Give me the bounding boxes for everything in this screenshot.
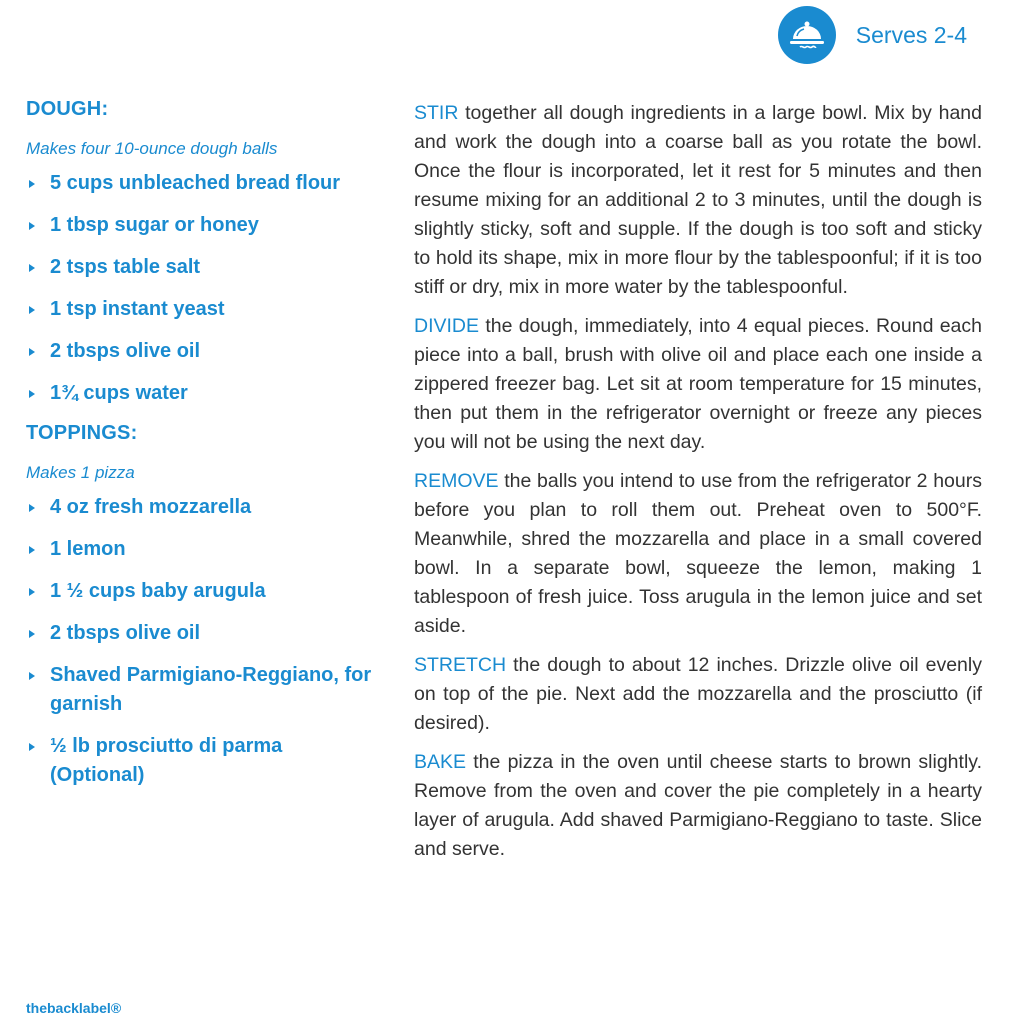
step-verb: DIVIDE xyxy=(414,315,480,337)
step-text: the dough, immediately, into 4 equal pieces. Round each piece into a ball, brush with olive oil and place each one inside a zippered freezer bag. Let sit at room temperature for 15 minutes, then put them in the refrigerator overnight or freeze any pieces you will not be using the next day. xyxy=(414,315,982,453)
bullet-icon xyxy=(29,306,35,314)
serves-badge xyxy=(778,6,967,64)
toppings-note: Makes 1 pizza xyxy=(26,463,135,482)
step-text: the balls you intend to use from the refrigerator 2 hours before you plan to roll them out. Preheat oven to 500°F. Meanwhile, shred the mozzarella and place in a small covered bowl. In a separate bowl, squeeze the lemon, making 1 tablespoon of fresh juice. Toss arugula in the lemon juice and set aside. xyxy=(414,470,982,637)
step-verb: STRETCH xyxy=(414,654,507,676)
toppings-ingredient-list xyxy=(26,493,376,790)
list-item: 1 tbsp sugar or honey xyxy=(26,211,376,240)
list-item: 2 tbsps olive oil xyxy=(26,619,376,648)
list-item: 1 tsp instant yeast xyxy=(26,295,376,324)
step-remove xyxy=(414,467,982,641)
ingredients-column xyxy=(26,98,376,804)
serves-label: Serves 2-4 xyxy=(855,21,967,48)
step-text: together all dough ingredients in a large bowl. Mix by hand and work the dough into a coarse ball as you rotate the bowl. Once the flour is incorporated, let it rest for 5 minutes and then resume mixing for an additional 2 to 3 minutes, until the dough is slightly sticky, soft and supple. If the dough is too soft and sticky to hold its shape, mix in more flour by the tablespoonful; if it is too stiff or dry, mix in more water by the tablespoonful. xyxy=(414,102,982,298)
list-item: 2 tsps table salt xyxy=(26,253,376,282)
bullet-icon xyxy=(29,222,35,230)
list-item: Shaved Parmigiano-Reggiano, for garnish xyxy=(26,661,376,719)
bullet-icon xyxy=(29,504,35,512)
bullet-icon xyxy=(29,743,35,751)
step-stretch xyxy=(414,651,982,738)
bullet-icon xyxy=(29,348,35,356)
step-text: the dough to about 12 inches. Drizzle olive oil evenly on top of the pie. Next add the mozzarella and the prosciutto (if desired). xyxy=(414,654,982,734)
bullet-icon xyxy=(29,630,35,638)
list-item: 2 tbsps olive oil xyxy=(26,337,376,366)
toppings-heading: TOPPINGS: xyxy=(26,422,138,444)
bullet-icon xyxy=(29,264,35,272)
list-item: 5 cups unbleached bread flour xyxy=(26,169,376,198)
bullet-icon xyxy=(29,588,35,596)
list-item: 4 oz fresh mozzarella xyxy=(26,493,376,522)
dough-note: Makes four 10-ounce dough balls xyxy=(26,139,278,158)
step-divide xyxy=(414,312,982,457)
brand-footer: thebacklabel® xyxy=(26,1000,122,1016)
step-text: the pizza in the oven until cheese starts to brown slightly. Remove from the oven and cover the pie completely in a hearty layer of arugula. Add shaved Parmigiano-Reggiano to taste. Slice and serve. xyxy=(414,751,982,860)
bullet-icon xyxy=(29,390,35,398)
step-verb: STIR xyxy=(414,102,459,124)
instructions-column xyxy=(414,99,982,874)
list-item: 1¾ cups water xyxy=(26,379,376,408)
dough-heading: DOUGH: xyxy=(26,98,109,120)
step-verb: REMOVE xyxy=(414,470,499,492)
step-bake xyxy=(414,748,982,864)
bullet-icon xyxy=(29,546,35,554)
list-item: 1 lemon xyxy=(26,535,376,564)
step-verb: BAKE xyxy=(414,751,467,773)
list-item: 1 ½ cups baby arugula xyxy=(26,577,376,606)
dough-ingredient-list xyxy=(26,169,376,408)
list-item: ½ lb prosciutto di parma (Optional) xyxy=(26,732,376,790)
bullet-icon xyxy=(29,672,35,680)
step-stir xyxy=(414,99,982,302)
bullet-icon xyxy=(29,180,35,188)
serving-dish-icon xyxy=(778,6,836,64)
